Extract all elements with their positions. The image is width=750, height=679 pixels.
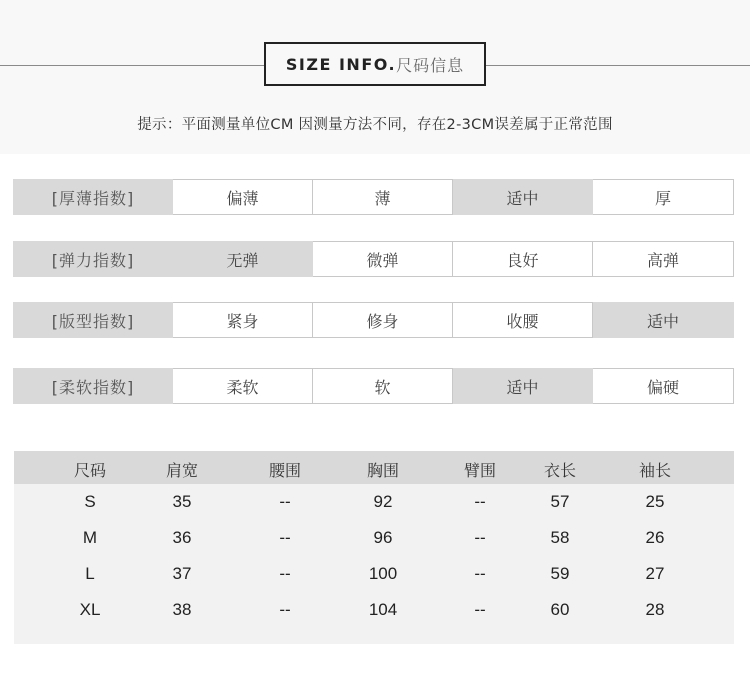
size-cell: 92	[373, 492, 393, 511]
index-option: 偏硬	[593, 368, 734, 404]
size-cell: --	[474, 564, 486, 583]
size-cell: 58	[550, 528, 570, 547]
index-label: [柔软指数]	[13, 368, 173, 404]
index-option: 高弹	[593, 241, 734, 277]
size-cell: 26	[645, 528, 665, 547]
index-option-selected: 适中	[453, 368, 593, 404]
size-cell: --	[279, 564, 291, 583]
size-header-cell: 胸围	[366, 461, 400, 480]
index-option-selected: 适中	[593, 302, 734, 338]
size-cell: 60	[550, 600, 570, 619]
size-cell: 25	[645, 492, 665, 511]
size-table-header	[14, 451, 734, 484]
index-option-selected: 无弹	[173, 241, 313, 277]
index-option: 柔软	[173, 368, 313, 404]
size-cell: 27	[645, 564, 665, 583]
size-cell: 38	[172, 600, 192, 619]
size-header-cell: 衣长	[543, 461, 577, 480]
index-label: [版型指数]	[13, 302, 173, 338]
index-option-selected: 适中	[453, 179, 593, 215]
title-box	[264, 42, 486, 86]
index-option: 紧身	[173, 302, 313, 338]
index-option: 微弹	[313, 241, 453, 277]
size-cell: --	[279, 528, 291, 547]
size-cell: S	[84, 492, 96, 511]
index-row	[13, 179, 734, 215]
index-label: [弹力指数]	[13, 241, 173, 277]
size-cell: M	[82, 528, 98, 547]
size-header-cell: 尺码	[73, 461, 107, 480]
size-header-cell: 臂围	[463, 461, 497, 480]
index-option: 收腰	[453, 302, 593, 338]
size-cell: 37	[172, 564, 192, 583]
size-cell: 36	[172, 528, 192, 547]
index-option: 偏薄	[173, 179, 313, 215]
size-cell: --	[279, 600, 291, 619]
size-cell: --	[474, 492, 486, 511]
index-label: [厚薄指数]	[13, 179, 173, 215]
index-option: 软	[313, 368, 453, 404]
size-table	[14, 451, 734, 644]
index-option: 良好	[453, 241, 593, 277]
index-row	[13, 302, 734, 338]
index-row	[13, 368, 734, 404]
measurement-tip: 提示：平面测量单位CM 因测量方法不同，存在2-3CM误差属于正常范围	[137, 117, 613, 133]
title-english: SIZE INFO.	[285, 54, 397, 74]
title-chinese: 尺码信息	[396, 55, 465, 75]
size-cell: 57	[550, 492, 570, 511]
index-option: 薄	[313, 179, 453, 215]
size-cell: L	[85, 564, 95, 583]
size-cell: 96	[373, 528, 393, 547]
index-option: 修身	[313, 302, 453, 338]
size-cell: --	[279, 492, 291, 511]
size-cell: 59	[550, 564, 570, 583]
size-cell: XL	[79, 600, 101, 619]
size-cell: 100	[368, 564, 398, 583]
size-header-cell: 腰围	[268, 461, 302, 480]
size-header-cell: 肩宽	[165, 461, 199, 480]
size-cell: 104	[368, 600, 398, 619]
size-cell: 28	[645, 600, 665, 619]
size-cell: 35	[172, 492, 192, 511]
size-cell: --	[474, 528, 486, 547]
size-header-cell: 袖长	[638, 461, 672, 480]
size-cell: --	[474, 600, 486, 619]
index-row	[13, 241, 734, 277]
index-option: 厚	[593, 179, 734, 215]
